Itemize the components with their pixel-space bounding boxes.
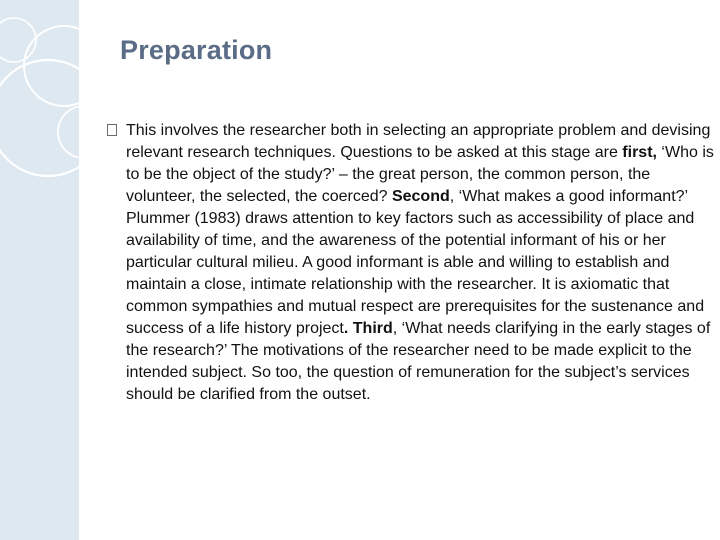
paragraph-text-2: ‘Who is to be the object of the study?’ – the great person, the common person, the volunteer, the selected, the coerced? (126, 144, 714, 205)
deco-circle-tiny (0, 18, 36, 62)
paragraph-bold-period: . (343, 320, 349, 337)
paragraph-bold-second: Second (391, 188, 450, 205)
slide-title: Preparation (120, 35, 273, 65)
paragraph-bold-first: first, (622, 144, 657, 161)
deco-circle-small (58, 106, 110, 158)
paragraph-text-5: , ‘What needs clarifying in the early stages of the research?’ The motivations of the researcher need to be made explicit to the intended subject. So too, the question of remuneration for the subject’s services should be clarified from the outset. (126, 320, 711, 403)
paragraph-text-1: This involves the researcher both in selecting an appropriate problem and devising relevant research techniques. Questions to be asked at this stage are (126, 122, 711, 161)
body-paragraph (126, 120, 716, 406)
deco-circle-large (0, 60, 106, 176)
square-bullet-icon (107, 124, 117, 136)
paragraph-bold-third: Third (352, 320, 393, 337)
paragraph-text-3: , ‘What makes a good informant?’ Plummer (1983) draws attention to key factors such as accessibility of place and availability of time, and the awareness of the potential informant of his or her particular cultural milieu. A good informant is able and willing to establish and maintain a close, intimate relationship with the researcher. It is axiomatic that common sympathies and mutual respect are prerequisites for the sustenance and success of a life history project (126, 188, 705, 337)
